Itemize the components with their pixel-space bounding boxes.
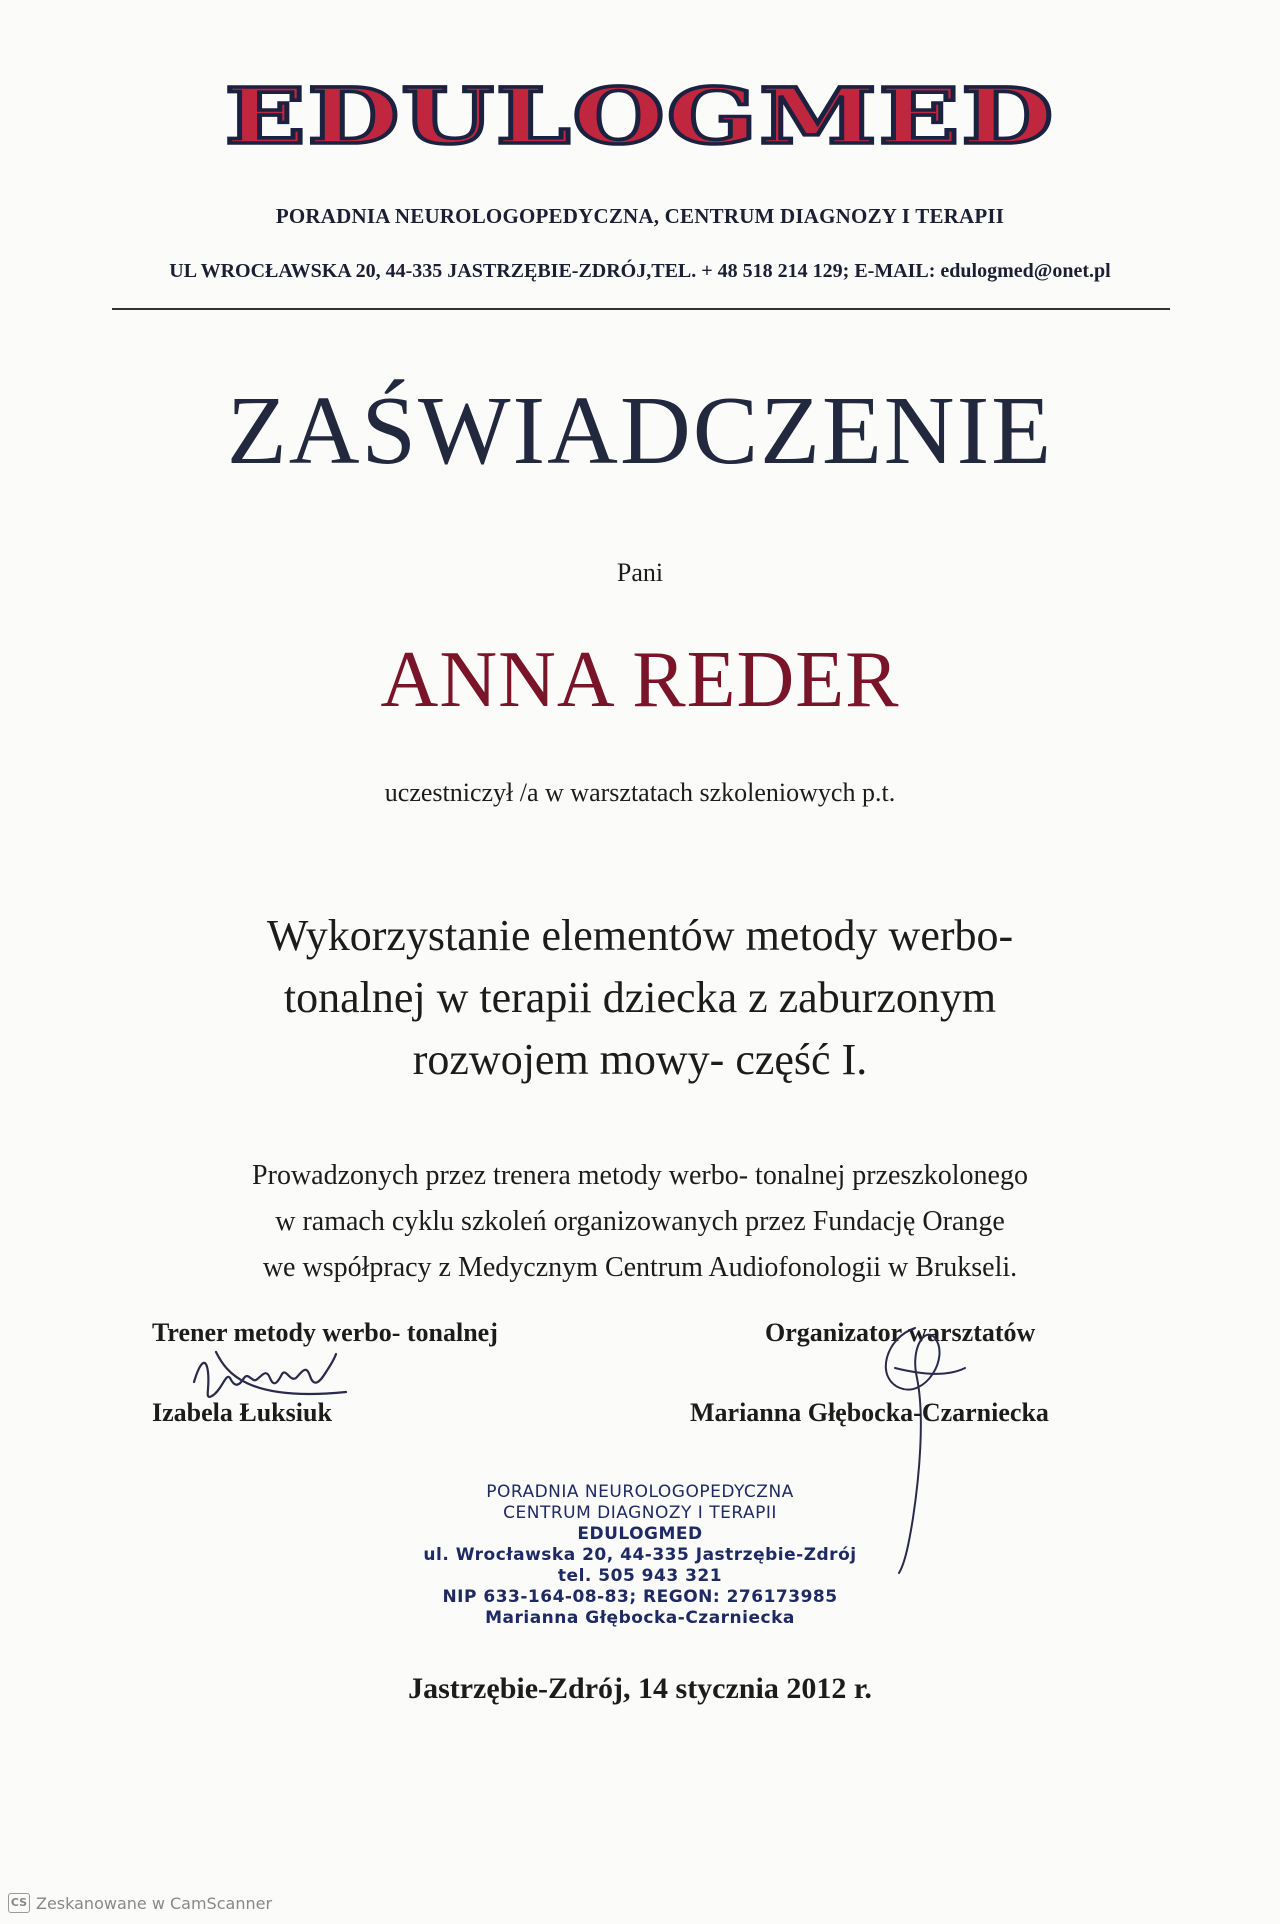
organization-address: UL WROCŁAWSKA 20, 44-335 JASTRZĘBIE-ZDRÓJ,TEL. + 48 518 214 129; E-MAIL: edulogmed@onet.pl: [169, 260, 1111, 282]
camscanner-icon: CS: [8, 1893, 30, 1913]
stamp-line: NIP 633-164-08-83; REGON: 276173985: [442, 1587, 838, 1607]
document-title: ZAŚWIADCZENIE: [226, 377, 1054, 485]
stamp-line: ul. Wrocławska 20, 44-335 Jastrzębie-Zdrój: [423, 1545, 857, 1565]
place-and-date: Jastrzębie-Zdrój, 14 stycznia 2012 r.: [408, 1672, 872, 1705]
stamp-line: EDULOGMED: [577, 1524, 703, 1544]
stamp-line: Marianna Głębocka-Czarniecka: [485, 1608, 795, 1628]
scanner-watermark: [8, 1891, 272, 1915]
official-stamp: [350, 1482, 930, 1629]
trainer-role: Trener metody werbo- tonalnej: [152, 1318, 498, 1347]
trainer-name: Izabela Łuksiuk: [152, 1398, 332, 1427]
edulogmed-logo: EDULOGMED: [224, 70, 1056, 161]
header-divider: [112, 308, 1170, 310]
scanner-text: Zeskanowane w CamScanner: [36, 1893, 273, 1913]
description-line: we współpracy z Medycznym Centrum Audiofonologii w Brukseli.: [262, 1252, 1018, 1283]
course-description: [120, 1153, 1160, 1291]
stamp-line: tel. 505 943 321: [557, 1566, 723, 1586]
course-title: [140, 905, 1140, 1091]
organizer-name: Marianna Głębocka-Czarniecka: [690, 1398, 1049, 1427]
course-title-line: Wykorzystanie elementów metody werbo-: [266, 911, 1014, 960]
description-line: w ramach cyklu szkoleń organizowanych przez Fundację Orange: [275, 1206, 1005, 1237]
organization-subtitle: PORADNIA NEUROLOGOPEDYCZNA, CENTRUM DIAGNOZY I TERAPII: [275, 204, 1005, 228]
stamp-line: CENTRUM DIAGNOZY I TERAPII: [503, 1503, 777, 1523]
course-title-line: rozwojem mowy- część I.: [412, 1035, 868, 1084]
salutation: Pani: [616, 558, 664, 587]
participation-text: uczestniczył /a w warsztatach szkoleniowych p.t.: [384, 778, 896, 807]
description-line: Prowadzonych przez trenera metody werbo- tonalnej przeszkolonego: [252, 1160, 1028, 1191]
stamp-line: PORADNIA NEUROLOGOPEDYCZNA: [486, 1482, 794, 1502]
organizer-role: Organizator warsztatów: [765, 1318, 1036, 1347]
recipient-name: ANNA REDER: [380, 636, 900, 724]
course-title-line: tonalnej w terapii dziecka z zaburzonym: [283, 973, 997, 1022]
